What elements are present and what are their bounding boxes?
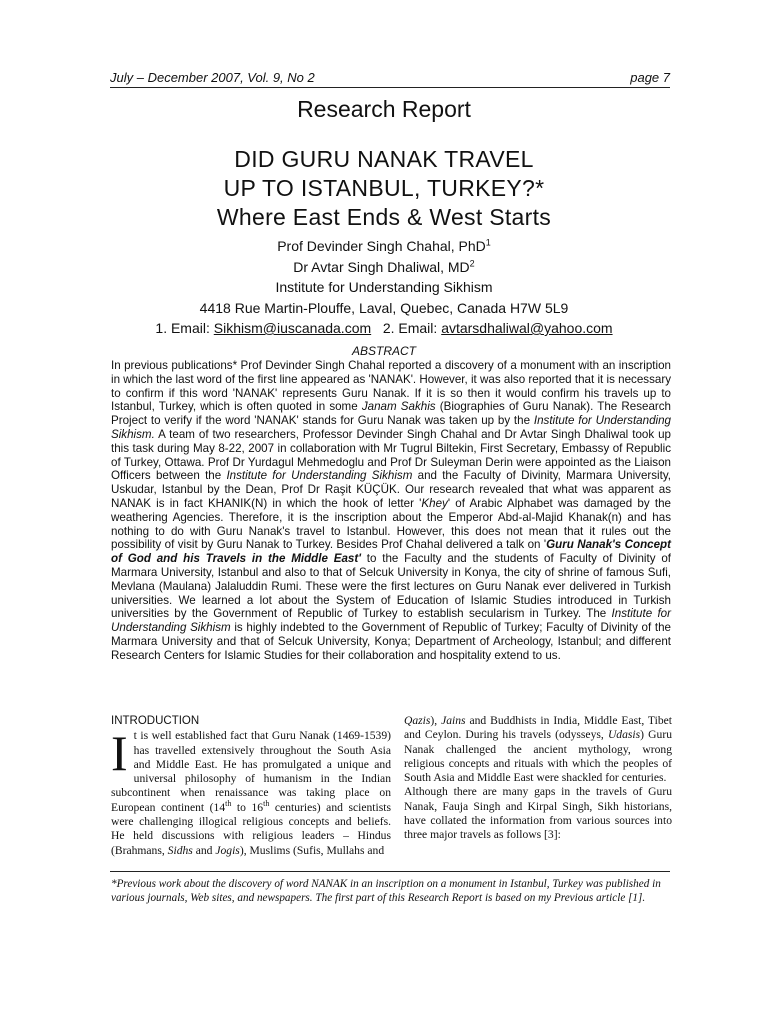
- footnote: *Previous work about the discovery of word NANAK in an inscription on a monument in Istanbul, Turkey was published in various journals, Web sites, and newspapers. The first part of this Research Report is based on my Previous article [1].: [111, 878, 661, 904]
- article-title: [0, 145, 768, 232]
- issue-info: July – December 2007, Vol. 9, No 2: [110, 70, 315, 85]
- author-2: Dr Avtar Singh Dhaliwal, $MD^2$: [293, 257, 475, 275]
- right-paragraph-2: Although there are many gaps in the travels of Guru Nanak, Fauja Singh and Kirpal Singh, Sikh historians, have collated the information from various sources into three major travels as follows [3]:: [404, 785, 672, 842]
- right-column: [404, 714, 672, 843]
- drop-cap: I: [111, 725, 128, 782]
- report-label: Research Report: [297, 96, 471, 122]
- page-number: page 7: [630, 70, 670, 85]
- introduction-paragraph: It is well established fact that Guru Nanak (1469-1539) has travelled extensively throughout the South Asia and Middle East. He has promulgated a unique and universal philosophy of humanism in the Indian subcontinent when renaissance was taking place on European continent (14th to 16th centuries) and scientists were challenging illogical religious concepts and beliefs. He held discussions with religious leaders – Hindus (Brahmans, Sidhs and Jogis), Muslims (Sufis, Mullahs and: [111, 725, 391, 857]
- title-line-3: Where East Ends & West Starts: [216, 204, 552, 230]
- author-block: [0, 236, 768, 339]
- running-header: [110, 70, 670, 88]
- title-line-2: UP TO ISTANBUL, TURKEY?*: [223, 175, 545, 201]
- email-link-1[interactable]: Sikhism@iuscanada.com: [213, 320, 372, 336]
- institute-name: Institute for Understanding Sikhism: [275, 279, 493, 295]
- email-link-2[interactable]: avtarsdhaliwal@yahoo.com: [441, 320, 613, 336]
- author-1: Prof Devinder Singh Chahal, PhD$^1$: [277, 237, 491, 254]
- introduction-column: [111, 714, 391, 858]
- email-line: 1. Email: Sikhism@iuscanada.com 2. Email: avtarsdhaliwal@yahoo.com: [155, 320, 613, 336]
- abstract-text: In previous publications* Prof Devinder Singh Chahal reported a discovery of a monument with an inscription in which the last word of the first line appeared as 'NANAK'. However, it was also reported that it is necessary to confirm if this word 'NANAK' represents Guru Nanak. If it is so then it would confirm his travels up to Istanbul, Turkey, which is often quoted in some Janam Sakhis (Biographies of Guru Nanak). The Research Project to verify if the word 'NANAK' stands for Guru Nanak was taken up by the Institute for Understanding Sikhism. A team of two researchers, Professor Devinder Singh Chahal and Dr Avtar Singh Dhaliwal took up this task during May 8-22, 2007 in collaboration with Mr Tugrul Biltekin, First Secretary, Embassy of Republic of Turkey, Ottawa. Prof Dr Yurdagul Mehmedoglu and Prof Dr Suleyman Derin were appointed as the Liaison Officers between the Institute for Understanding Sikhism and the Faculty of Divinity, Marmara University, Uskudar, Istanbul by the Dean, Prof Dr Raşit KÜÇÜK. Our research revealed that what was apparent as NANAK is in fact KHANIK(N) in which the hook of letter 'Khey' of Arabic Alphabet was damaged by the weathering Agencies. Therefore, it is the inscription about the Emperor Abd-al-Majid Khanak(n) and has nothing to do with Guru Nanak's travel to Istanbul. However, this does not mean that it rules out the possibility of visit by Guru Nanak to Turkey. Besides Prof Chahal delivered a talk on 'Guru Nanak's Concept of God and his Travels in the Middle East' to the Faculty and the students of Faculty of Divinity of Marmara University, Istanbul and also to that of Selcuk University in Konya, the city of shrine of famous Sufi, Mevlana (Maulana) Jalaluddin Rumi. These were the first lectures on Guru Nanak ever delivered in Turkish universities. We learned a lot about the System of Education of Islamic Studies introduced in Turkish universities by the Government of Republic of Turkey to establish secularism in Turkey. The Institute for Understanding Sikhism is highly indebted to the Government of Republic of Turkey; Faculty of Divinity of the Marmara University and that of Selcuk University, Konya; Department of Archeology, Istanbul; and different Research Centers for Islamic Studies for their collaboration and hospitality extend to us.: [111, 359, 672, 662]
- right-paragraph-1: Qazis), Jains and Buddhists in India, Middle East, Tibet and Ceylon. During his travels (odysseys, Udasis) Guru Nanak challenged the ancient mythology, wrong religious concepts and rituals with which the peoples of South Asia and Middle East were shackled for centuries.: [404, 714, 672, 785]
- abstract-heading: ABSTRACT: [351, 344, 416, 358]
- institute-address: 4418 Rue Martin-Plouffe, Laval, Quebec, Canada H7W 5L9: [199, 299, 569, 316]
- footnote-divider: [110, 871, 670, 872]
- introduction-heading: INTRODUCTION: [111, 715, 200, 727]
- title-line-1: DID GURU NANAK TRAVEL: [234, 146, 534, 172]
